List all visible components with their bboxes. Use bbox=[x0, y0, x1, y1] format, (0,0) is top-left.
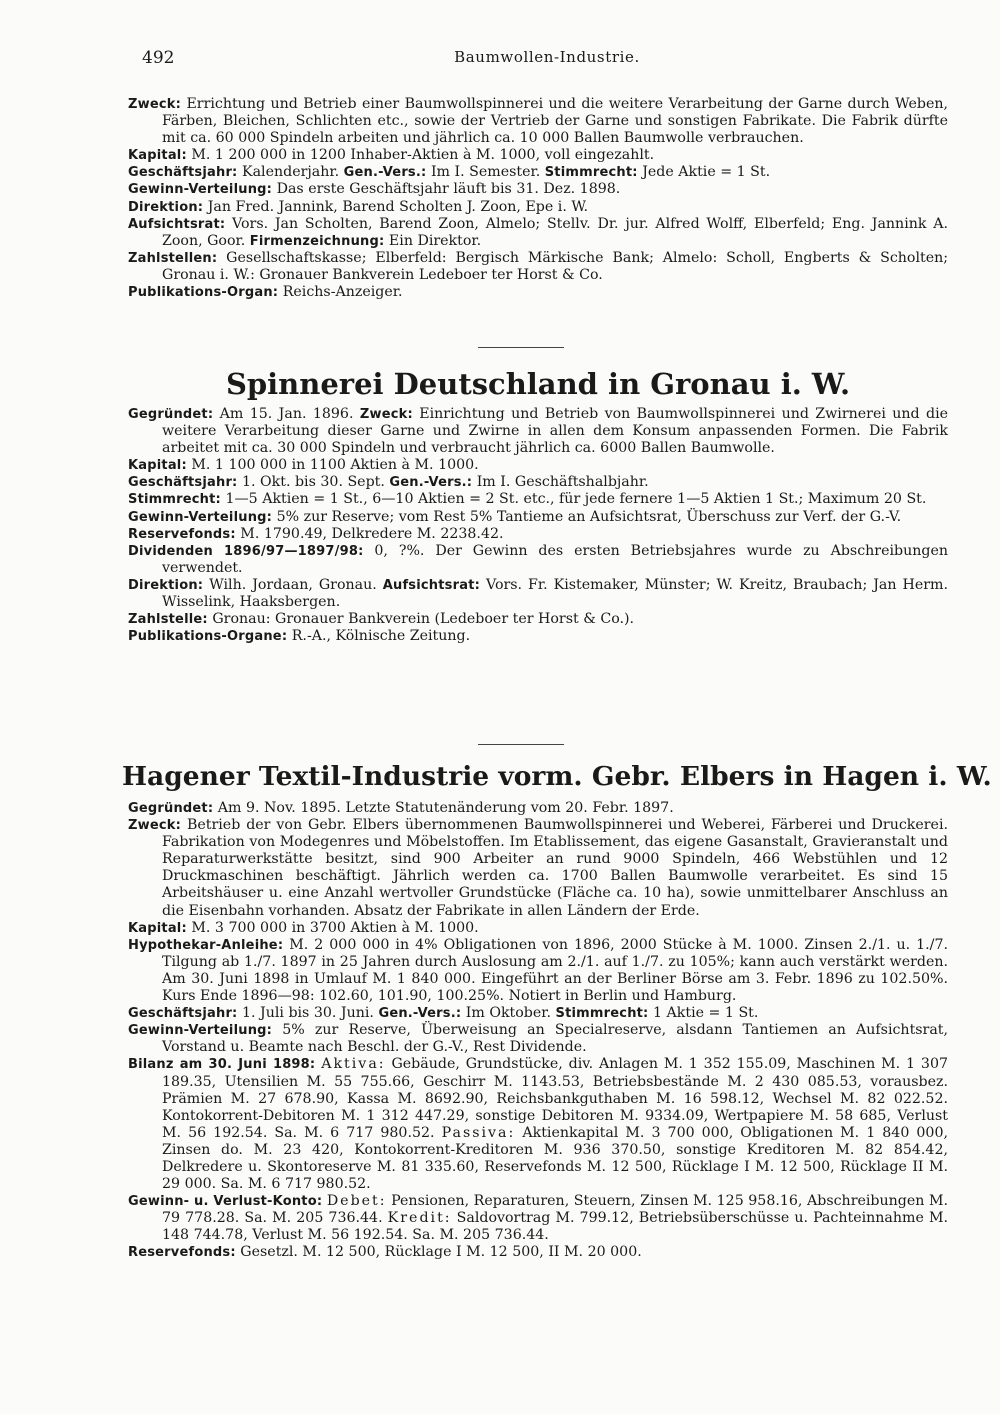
kapital-entry bbox=[128, 147, 948, 164]
label-gegruendet: Gegründet: bbox=[128, 801, 214, 816]
text-kapital: M. 1 200 000 in 1200 Inhaber-Aktien à M. 1000, voll eingezahlt. bbox=[191, 147, 655, 164]
reservefonds-entry bbox=[128, 1244, 948, 1261]
page-header bbox=[142, 48, 952, 72]
label-kredit: Kredit: bbox=[387, 1210, 452, 1227]
text-stimmrecht: 1 Aktie = 1 St. bbox=[652, 1005, 759, 1022]
text-publikations-organe: R.-A., Kölnische Zeitung. bbox=[291, 628, 471, 645]
text-geschaeftsjahr: Kalenderjahr. bbox=[241, 164, 340, 181]
gegruendet-entry bbox=[128, 800, 948, 817]
company-entry-3 bbox=[128, 800, 948, 1262]
label-passiva: Passiva: bbox=[441, 1124, 516, 1141]
kapital-entry bbox=[128, 920, 948, 937]
text-passiva: Aktienkapital M. 3 700 000, Obligationen M. 1 840 000, Zinsen do. M. 23 420, Kontokorrent-Kreditoren M. 936 370.50, sonstige Kreditoren M. 82 854.42, Delkredere u. Skontoreserve M. 81 335.60, Reservefonds M. 12 500, Rücklage I M. 12 500, Rücklage II M. 29 000. Sa. M. 6 717 980.52. bbox=[162, 1124, 948, 1193]
label-dividenden: Dividenden 1896/97—1897/98: bbox=[128, 543, 364, 559]
text-hypothekar-anleihe: M. 2 000 000 in 4% Obligationen von 1896, 2000 Stücke à M. 1000. Zinsen 2./1. u. 1./7. Tilgung ab 1./7. 1897 in 25 Jahren durch Auslosung am 2./1. auf 1./7. zu 105%; kann auch verstärkt werden. Am 30. Juni 1898 in Umlauf M. 1 840 000. Eingeführt an der Berliner Börse am 3. Febr. 1896 zu 102.50%. Kurs Ende 1896—98: 102.60, 101.90, 100.25%. Notiert in Berlin und Hamburg. bbox=[162, 936, 948, 1005]
running-title: Baumwollen-Industrie. bbox=[454, 48, 640, 66]
hypothekar-anleihe-entry bbox=[128, 937, 948, 1005]
company-entry-1 bbox=[128, 96, 948, 301]
text-zweck: Errichtung und Betrieb einer Baumwollspinnerei und die weitere Verarbeitung der Garne durch Weben, Färben, Bleichen, Schlichten etc., sowie der Vertrieb der Garne und sonstigen Fabrikate. Die Fabrik dürfte mit ca. 60 000 Spindeln arbeiten und jährlich ca. 10 000 Ballen Baumwolle verbrauchen. bbox=[162, 96, 948, 147]
label-zweck: Zweck: bbox=[128, 818, 182, 834]
label-gen-vers: Gen.-Vers.: bbox=[389, 475, 473, 491]
section-divider bbox=[478, 347, 564, 348]
text-firmenzeichnung: Ein Direktor. bbox=[388, 232, 482, 249]
dividenden-entry bbox=[128, 543, 948, 577]
gewinn-verlust-konto-entry bbox=[128, 1193, 948, 1244]
label-gewinn-verteilung: Gewinn-Verteilung: bbox=[128, 1023, 273, 1039]
gewinn-verteilung-entry bbox=[128, 181, 948, 198]
zahlstelle-entry bbox=[128, 611, 948, 628]
text-aufsichtsrat: Vors. Jan Scholten, Barend Zoon, Almelo; Stellv. Dr. jur. Alfred Wolff, Elberfeld; Eng. Jannink A. Zoon, Goor. bbox=[162, 215, 948, 249]
label-gen-vers: Gen.-Vers.: bbox=[378, 1006, 462, 1022]
publikations-organ-entry bbox=[128, 284, 948, 301]
text-reservefonds: M. 1790.49, Delkredere M. 2238.42. bbox=[240, 525, 504, 542]
text-gegruendet: Am 15. Jan. 1896. bbox=[219, 406, 354, 422]
geschaeftsjahr-entry bbox=[128, 474, 948, 491]
text-reservefonds: Gesetzl. M. 12 500, Rücklage I M. 12 500, II M. 20 000. bbox=[240, 1244, 642, 1261]
label-kapital: Kapital: bbox=[128, 148, 187, 164]
text-zahlstellen: Gesellschaftskasse; Elberfeld: Bergisch Märkische Bank; Almelo: Scholl, Engberts & Scholten; Gronau i. W.: Gronauer Bankverein Ledeboer ter Horst & Co. bbox=[162, 249, 949, 283]
text-debet: Pensionen, Reparaturen, Steuern, Zinsen M. 125 958.16, Abschreibungen M. 79 778.28. Sa. M. 205 736.44. bbox=[162, 1193, 948, 1227]
geschaeftsjahr-entry bbox=[128, 164, 948, 181]
direktion-entry bbox=[128, 577, 948, 611]
label-zweck: Zweck: bbox=[359, 407, 413, 422]
zweck-entry bbox=[128, 817, 948, 920]
text-gen-vers: Im Oktober. bbox=[465, 1005, 552, 1022]
label-kapital: Kapital: bbox=[128, 920, 187, 936]
section-divider bbox=[478, 744, 564, 745]
label-stimmrecht: Stimmrecht: bbox=[555, 1006, 649, 1022]
label-debet: Debet: bbox=[326, 1193, 387, 1210]
aufsichtsrat-entry bbox=[128, 216, 948, 250]
label-aufsichtsrat: Aufsichtsrat: bbox=[382, 577, 481, 593]
label-hypothekar-anleihe: Hypothekar-Anleihe: bbox=[128, 937, 284, 953]
bilanz-entry bbox=[128, 1056, 948, 1193]
text-kapital: M. 3 700 000 in 3700 Aktien à M. 1000. bbox=[191, 919, 479, 936]
text-geschaeftsjahr: 1. Juli bis 30. Juni. bbox=[241, 1005, 374, 1022]
text-aktiva: Gebäude, Grundstücke, div. Anlagen M. 1 352 155.09, Maschinen M. 1 307 189.35, Utensilien M. 55 755.66, Geschirr M. 1143.53, Betriebsbestände M. 2 430 085.53, vorausbez. Prämien M. 27 678.90, Kassa M. 8692.90, Reichsbankguthaben M. 16 598.12, Wechsel M. 82 022.52. Kontokorrent-Debitoren M. 1 312 447.29, sonstige Debitoren M. 9334.09, Wertpapiere M. 58 685, Verlust M. 56 192.54. Sa. M. 6 717 980.52. bbox=[162, 1056, 949, 1141]
label-direktion: Direktion: bbox=[128, 577, 204, 593]
label-gewinn-verteilung: Gewinn-Verteilung: bbox=[128, 509, 273, 525]
text-direktion: Jan Fred. Jannink, Barend Scholten J. Zoon, Epe i. W. bbox=[207, 198, 588, 215]
page-number: 492 bbox=[142, 48, 175, 68]
direktion-entry bbox=[128, 199, 948, 216]
text-gegruendet: Am 9. Nov. 1895. Letzte Statutenänderung vom 20. Febr. 1897. bbox=[217, 800, 674, 816]
label-reservefonds: Reservefonds: bbox=[128, 1245, 236, 1261]
text-stimmrecht: Jede Aktie = 1 St. bbox=[642, 164, 771, 181]
text-gewinn-verteilung: Das erste Geschäftsjahr läuft bis 31. Dez. 1898. bbox=[276, 181, 621, 198]
geschaeftsjahr-entry bbox=[128, 1005, 948, 1022]
text-publikations-organ: Reichs-Anzeiger. bbox=[282, 284, 403, 301]
publikations-organe-entry bbox=[128, 628, 948, 645]
zweck-entry bbox=[128, 96, 948, 147]
label-publikations-organ: Publikations-Organ: bbox=[128, 285, 279, 301]
label-gen-vers: Gen.-Vers.: bbox=[343, 165, 427, 181]
label-publikations-organe: Publikations-Organe: bbox=[128, 629, 288, 645]
label-bilanz: Bilanz am 30. Juni 1898: bbox=[128, 1057, 316, 1073]
gewinn-verteilung-entry bbox=[128, 509, 948, 526]
label-gegruendet: Gegründet: bbox=[128, 407, 214, 422]
label-gewinn-verlust-konto: Gewinn- u. Verlust-Konto: bbox=[128, 1194, 323, 1210]
label-aufsichtsrat: Aufsichtsrat: bbox=[128, 216, 226, 232]
text-gewinn-verteilung: 5% zur Reserve; vom Rest 5% Tantieme an Aufsichtsrat, Überschuss zur Verf. der G.-V. bbox=[276, 508, 902, 525]
company-entry-2 bbox=[128, 406, 948, 645]
label-geschaeftsjahr: Geschäftsjahr: bbox=[128, 165, 238, 181]
label-geschaeftsjahr: Geschäftsjahr: bbox=[128, 475, 238, 491]
reservefonds-entry bbox=[128, 526, 948, 543]
stimmrecht-entry bbox=[128, 491, 948, 508]
text-direktion: Wilh. Jordaan, Gronau. bbox=[209, 576, 377, 593]
label-firmenzeichnung: Firmenzeichnung: bbox=[249, 233, 385, 249]
label-stimmrecht: Stimmrecht: bbox=[128, 492, 221, 508]
text-gewinn-verteilung: 5% zur Reserve, Überweisung an Specialreserve, alsdann Tantiemen an Aufsichtsrat, Vorstand u. Beamte nach Beschl. der G.-V., Rest Dividende. bbox=[162, 1022, 949, 1056]
text-kapital: M. 1 100 000 in 1100 Aktien à M. 1000. bbox=[191, 457, 479, 474]
label-stimmrecht: Stimmrecht: bbox=[544, 165, 638, 181]
company-title: Hagener Textil-Industrie vorm. Gebr. Elbers in Hagen i. W. bbox=[122, 761, 992, 792]
text-gen-vers: Im I. Semester. bbox=[430, 164, 541, 181]
label-zahlstelle: Zahlstelle: bbox=[128, 612, 208, 628]
text-zweck: Betrieb der von Gebr. Elbers übernommenen Baumwollspinnerei und Weberei, Färberei und Druckerei. Fabrikation von Modegenres und Möbelstoffen. Im Etablissement, das eigene Gasanstalt, Gravieranstalt und Reparaturwerkstätte besitzt, sind 900 Arbeiter an rund 9000 Spindeln, 466 Webstühlen und 12 Druckmaschinen beschäftigt. Jährlich werden ca. 1700 Ballen Baumwolle verarbeitet. Es sind 15 Arbeitshäuser u. eine Anzahl wertvoller Grundstücke (Fläche ca. 10 ha), sowie unmittelbarer Anschluss an die Eisenbahn vorhanden. Absatz der Fabrikate in allen Ländern der Erde. bbox=[162, 817, 948, 919]
text-dividenden: 0, ?%. Der Gewinn des ersten Betriebsjahres wurde zu Abschreibungen verwendet. bbox=[162, 542, 948, 576]
gewinn-verteilung-entry bbox=[128, 1022, 948, 1056]
text-zahlstelle: Gronau: Gronauer Bankverein (Ledeboer ter Horst & Co.). bbox=[212, 611, 635, 628]
label-aktiva: Aktiva: bbox=[321, 1056, 386, 1073]
label-gewinn-verteilung: Gewinn-Verteilung: bbox=[128, 182, 273, 198]
label-kapital: Kapital: bbox=[128, 458, 187, 474]
gegruendet-entry bbox=[128, 406, 948, 457]
text-zweck: Einrichtung und Betrieb von Baumwollspinnerei und Zwirnerei und die weitere Verarbeitung dieser Garne und Zwirne in allen dem Konsum anpassenden Formen. Die Fabrik arbeitet mit ca. 30 000 Spindeln und verbraucht jährlich ca. 6000 Ballen Baumwolle. bbox=[162, 406, 949, 457]
label-direktion: Direktion: bbox=[128, 199, 204, 215]
label-zweck: Zweck: bbox=[128, 97, 182, 112]
label-zahlstellen: Zahlstellen: bbox=[128, 250, 218, 266]
text-geschaeftsjahr: 1. Okt. bis 30. Sept. bbox=[241, 474, 385, 491]
text-stimmrecht: 1—5 Aktien = 1 St., 6—10 Aktien = 2 St. etc., für jede fernere 1—5 Aktien 1 St.; Maximum 20 St. bbox=[225, 491, 927, 508]
text-aufsichtsrat: Vors. Fr. Kistemaker, Münster; W. Kreitz, Braubach; Jan Herm. Wisselink, Haaksbergen. bbox=[162, 576, 948, 611]
zahlstellen-entry bbox=[128, 250, 948, 284]
text-gen-vers: Im I. Geschäftshalbjahr. bbox=[476, 474, 649, 491]
text-kredit: Saldovortrag M. 799.12, Betriebsüberschüsse u. Pachteinnahme M. 148 744.78, Verlust M. 56 192.54. Sa. M. 205 736.44. bbox=[162, 1210, 948, 1244]
kapital-entry bbox=[128, 457, 948, 474]
label-reservefonds: Reservefonds: bbox=[128, 526, 236, 542]
company-title: Spinnerei Deutschland in Gronau i. W. bbox=[225, 367, 851, 401]
label-geschaeftsjahr: Geschäftsjahr: bbox=[128, 1006, 238, 1022]
